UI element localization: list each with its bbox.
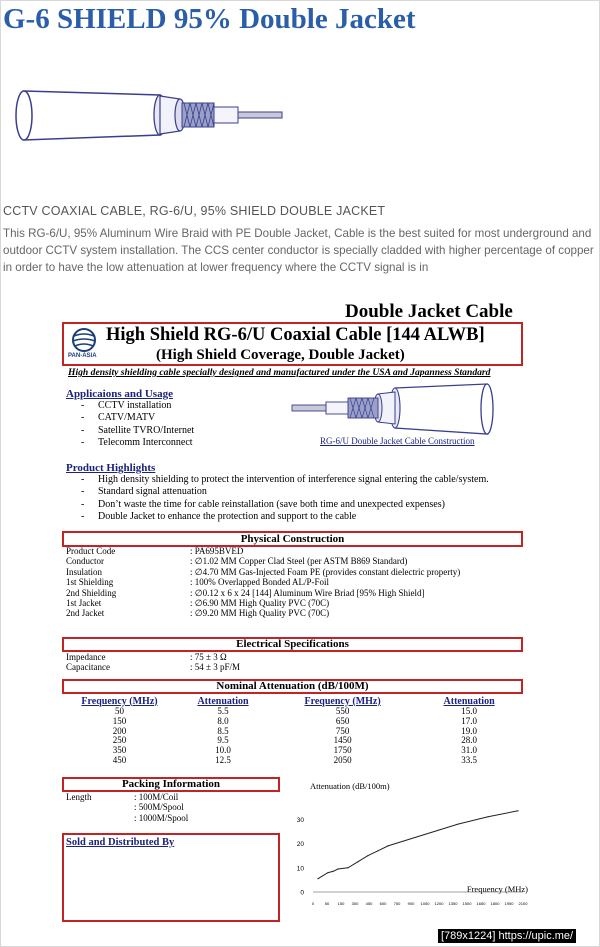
spec-row: 1st Shielding : 100% Overlapped Bonded AL/P-Foil (66, 577, 329, 588)
chart-data-point (517, 810, 518, 811)
chart-x-tick-label: 1050 (420, 901, 430, 906)
chart-data-point (457, 824, 458, 825)
table-row: 450 12.5 2050 33.5 (112, 754, 477, 765)
attenuation-table (62, 695, 522, 766)
applications-list (66, 400, 194, 450)
physical-construction-heading: Physical Construction (240, 533, 345, 545)
product-subheading: CCTV COAXIAL CABLE, RG-6/U, 95% SHIELD DOUBLE JACKET (3, 204, 386, 218)
physical-construction-box (62, 531, 523, 547)
list-item: - Standard signal attenuation (66, 486, 489, 498)
list-item: - High density shielding to protect the intervention of interference signal entering the cable/system. (66, 474, 489, 486)
logo-text: PAN-ASIA (68, 353, 97, 359)
spec-row: Conductor : ∅1.02 MM Copper Clad Steel (per ASTM B869 Standard) (66, 556, 408, 567)
electrical-specs-rows (66, 652, 526, 673)
chart-y-tick-label: 30 (296, 816, 304, 824)
spec-header-subtitle: (High Shield Coverage, Double Jacket) (156, 347, 405, 363)
table-row: 350 10.0 1750 31.0 (112, 745, 477, 756)
list-item: - Double Jacket to enhance the protection and support to the cable (66, 511, 489, 523)
page-title: G-6 SHIELD 95% Double Jacket (3, 3, 416, 35)
electrical-specs-heading: Electrical Specifications (236, 638, 349, 650)
chart-data-point (347, 867, 348, 868)
column-header: Frequency (MHz) (304, 695, 381, 707)
chart-data-point (317, 878, 318, 879)
chart-data-point (327, 872, 328, 873)
spec-row: Impedance : 75 ± 3 Ω (66, 652, 227, 662)
chart-x-tick-label: 1800 (490, 901, 500, 906)
chart-data-point (487, 816, 488, 817)
packing-info-rows (66, 792, 280, 823)
chart-x-tick-label: 900 (407, 901, 415, 906)
chart-x-tick-label: 450 (365, 901, 373, 906)
table-row: 250 9.5 1450 28.0 (112, 735, 477, 746)
chart-data-point (367, 855, 368, 856)
table-row: 50 5.5 550 15.0 (115, 706, 477, 716)
list-item: - Satellite TVRO/Internet (66, 425, 194, 437)
chart-x-tick-label: 1350 (448, 901, 458, 906)
spec-row: Capacitance : 54 ± 3 pF/M (66, 662, 240, 673)
chart-x-tick-label: 2100 (518, 901, 528, 906)
column-header: Frequency (MHz) (81, 695, 158, 707)
spec-row: : 1000M/Spool (134, 812, 189, 823)
spec-row: Insulation : ∅4.70 MM Gas-Injected Foam PE (provides constant dielectric property) (66, 566, 461, 577)
product-description: This RG-6/U, 95% Aluminum Wire Braid with PE Double Jacket, Cable is the best suited for most underground and outdoor CCTV system installation. The CCS center conductor is specially cladded with higher percentage of copper in order to have the low attenuation at lower frequency where the CCTV signal is in (3, 227, 594, 274)
list-item: - Don’t waste the time for cable reinstallation (save both time and unexpected expenses) (66, 499, 489, 511)
chart-x-tick-label: 0 (311, 901, 315, 906)
attenuation-chart (290, 775, 530, 910)
packing-info-heading: Packing Information (121, 778, 221, 790)
chart-x-axis-label: Frequency (MHz) (466, 884, 528, 894)
chart-data-point (377, 850, 378, 851)
spec-row: : 500M/Spool (134, 802, 184, 813)
spec-tagline: High density shielding cable specially designed and manufactured under the USA and Japanness Standard (68, 367, 491, 378)
chart-x-tick-label: 300 (351, 901, 359, 906)
column-header: Attenuation (443, 695, 495, 707)
list-item: - CCTV installation (66, 400, 194, 412)
chart-data-point (332, 871, 333, 872)
table-row: 200 8.5 750 19.0 (112, 725, 477, 736)
chart-x-tick-label: 600 (379, 901, 387, 906)
spec-row: Product Code : PA695BVED (66, 546, 244, 556)
cable-construction-illustration (290, 380, 495, 438)
spec-header-box (62, 322, 523, 366)
chart-data-point (387, 845, 388, 846)
table-row: 150 8.0 650 17.0 (112, 715, 477, 726)
physical-construction-rows (66, 546, 526, 619)
chart-x-tick-label: 50 (324, 901, 330, 906)
spec-row: Length : 100M/Coil (66, 792, 179, 802)
chart-x-tick-label: 1950 (504, 901, 514, 906)
chart-data-point (357, 861, 358, 862)
electrical-specs-box (62, 637, 523, 652)
table-header-row (62, 695, 522, 707)
chart-x-tick-label: 1200 (434, 901, 444, 906)
highlights-heading: Product Highlights (66, 462, 156, 474)
attenuation-box (62, 679, 523, 694)
spec-header-title: High Shield RG-6/U Coaxial Cable [144 ALWB] (106, 325, 485, 345)
chart-y-tick-label: 10 (296, 865, 304, 873)
spec-row: 2nd Jacket : ∅9.20 MM High Quality PVC (70C) (66, 608, 330, 619)
chart-x-tick-label: 150 (337, 901, 345, 906)
chart-x-tick-label: 750 (393, 901, 401, 906)
spec-row: 2nd Shielding : ∅0.12 x 6 x 24 [144] Aluminum Wire Briad [95% High Shield] (66, 587, 425, 598)
applications-heading: Applicaions and Usage (66, 388, 173, 400)
list-item: - Telecomm Interconnect (66, 437, 194, 449)
sheet-title: Double Jacket Cable (345, 301, 513, 322)
chart-y-axis-label: Attenuation (dB/100m) (310, 781, 390, 791)
chart-x-tick-label: 1650 (476, 901, 486, 906)
sold-by-label: Sold and Distributed By (66, 837, 175, 848)
image-host-stamp: [789x1224] https://upic.me/ (438, 929, 576, 943)
chart-y-tick-label: 20 (296, 841, 304, 848)
chart-y-tick-label: 0 (300, 889, 304, 897)
packing-info-box (62, 777, 280, 792)
column-header: Attenuation (197, 695, 249, 707)
cable-construction-caption: RG-6/U Double Jacket Cable Construction (320, 436, 475, 446)
chart-data-point (337, 868, 338, 869)
chart-x-tick-label: 1500 (462, 901, 472, 906)
highlights-list (66, 474, 489, 524)
cable-illustration (10, 83, 285, 148)
attenuation-heading: Nominal Attenuation (dB/100M) (216, 680, 369, 692)
list-item: - CATV/MATV (66, 412, 194, 424)
spec-row: 1st Jacket : ∅6.90 MM High Quality PVC (70C) (66, 597, 330, 608)
